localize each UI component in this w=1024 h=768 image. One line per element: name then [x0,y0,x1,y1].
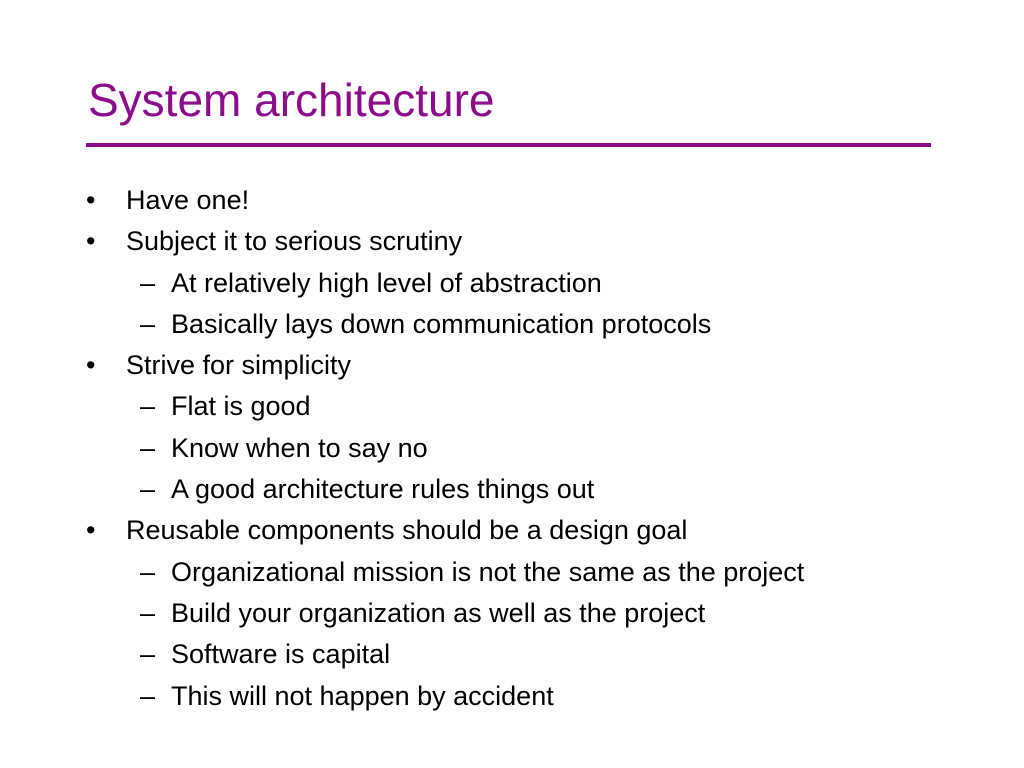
bullet-text: Build your organization as well as the project [171,597,706,628]
bullet-text: Have one! [126,185,250,215]
bullet-text: Organizational mission is not the same as the project [171,556,805,587]
dash-marker: – [140,474,156,505]
sub-bullet-item [0,676,1024,717]
dash-marker: – [140,639,156,670]
bullet-marker: • [86,185,96,215]
sub-bullet-item [0,304,1024,345]
bullet-item [0,510,1024,551]
sub-bullet-item [0,634,1024,675]
bullet-text: Subject it to serious scrutiny [126,226,463,257]
bullet-text: This will not happen by accident [171,680,554,711]
dash-marker: – [140,597,156,628]
bullet-text: Reusable components should be a design goal [126,515,688,546]
bullet-item [0,221,1024,262]
dash-marker: – [140,308,156,339]
dash-marker: – [140,267,156,298]
sub-bullet-item [0,552,1024,593]
bullet-item [0,345,1024,386]
dash-marker: – [140,391,156,422]
bullet-text: Know when to say no [171,432,428,463]
bullet-text: Strive for simplicity [126,350,352,381]
bullet-marker: • [86,226,96,257]
bullet-text: Software is capital [171,639,391,670]
sub-bullet-item [0,593,1024,634]
bullet-text: At relatively high level of abstraction [171,267,602,298]
title-underline [86,143,931,147]
sub-bullet-item [0,428,1024,469]
dash-marker: – [140,680,156,711]
sub-bullet-item [0,469,1024,510]
dash-marker: – [140,556,156,587]
slide-title: System architecture [88,74,495,126]
bullet-text: A good architecture rules things out [171,474,595,505]
bullet-text: Flat is good [171,391,311,422]
dash-marker: – [140,432,156,463]
bullet-text: Basically lays down communication protocols [171,308,712,339]
sub-bullet-item [0,386,1024,427]
bullet-item [0,180,1024,221]
bullet-list [0,180,1024,717]
sub-bullet-item [0,263,1024,304]
bullet-marker: • [86,515,96,546]
bullet-marker: • [86,350,96,381]
